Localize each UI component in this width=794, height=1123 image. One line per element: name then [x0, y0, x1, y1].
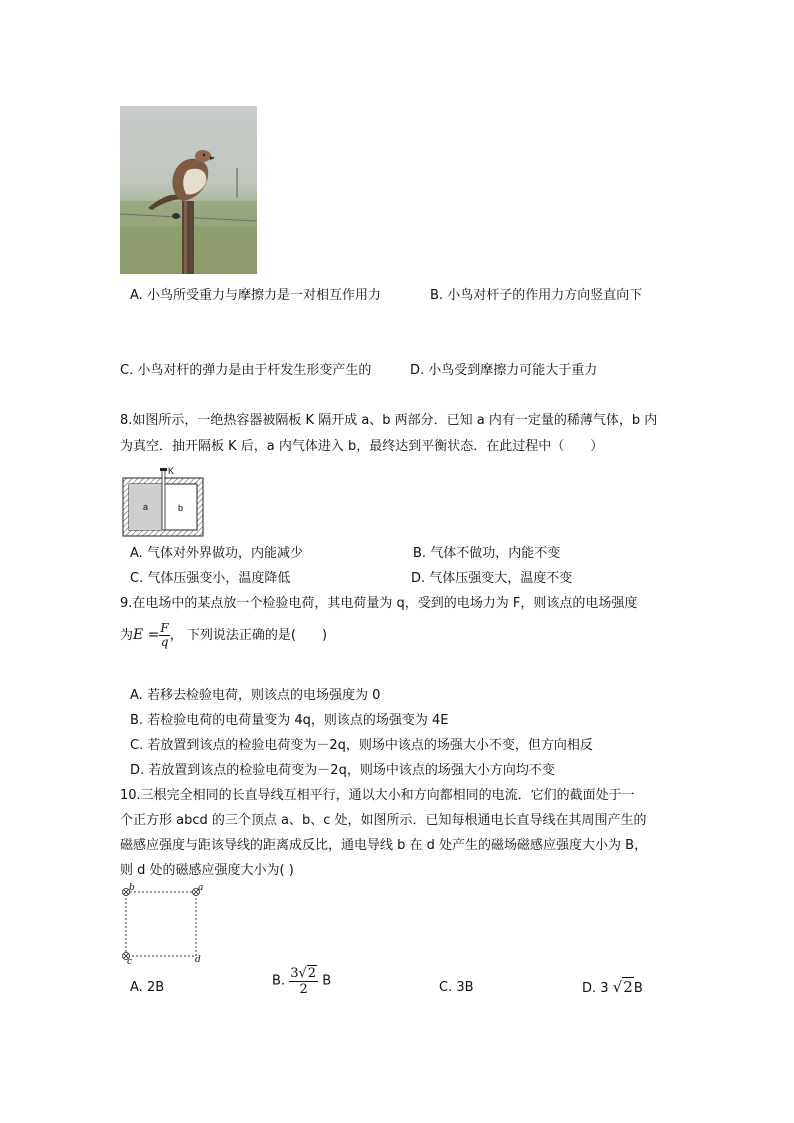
option-text: 若检验电荷的电荷量变为 4q，则该点的场强变为 4E — [147, 713, 449, 728]
option-letter: A. — [130, 980, 143, 995]
q9-suffix: ， 下列说法正确的是( ) — [169, 628, 328, 643]
option-text: 气体对外界做功，内能减少 — [146, 546, 303, 561]
option-unit: B — [322, 973, 332, 989]
option-letter: B. — [413, 546, 427, 561]
q8-container-figure — [118, 464, 208, 540]
option-text: 2B — [146, 980, 165, 995]
q9-option-d[interactable] — [130, 763, 555, 779]
q9-stem-line1: 9.在电场中的某点放一个检验电荷，其电荷量为 q，受到的电场力为 F，则该点的电场强度 — [120, 596, 638, 611]
formula-fraction — [159, 622, 169, 649]
option-text: 气体不做功，内能不变 — [430, 546, 561, 561]
q7-option-b[interactable] — [430, 288, 642, 304]
formula-lhs: E = — [133, 627, 160, 643]
q8-option-a[interactable] — [130, 546, 303, 562]
q10-stem-line1: 10.三根完全相同的长直导线互相平行，通以大小和方向都相同的电流．它们的截面处于一 — [120, 788, 635, 803]
q10-option-a[interactable] — [130, 980, 164, 996]
q10-stem-line4: 则 d 处的磁感应强度大小为( ) — [120, 863, 294, 878]
option-text: 气体压强变小，温度降低 — [147, 571, 291, 586]
option-letter: B. — [272, 973, 286, 989]
label-a: a — [143, 502, 149, 512]
q10-option-d[interactable] — [582, 978, 643, 997]
option-text: 气体压强变大，温度不变 — [429, 571, 573, 586]
option-letter: C. — [439, 980, 453, 995]
option-letter: D. — [582, 981, 597, 996]
label-b: b — [178, 503, 184, 513]
label-c: c — [127, 957, 133, 964]
q10-stem-line2: 个正方形 abcd 的三个顶点 a、b、c 处，如图所示．已知每根通电长直导线在其周围产生的 — [120, 813, 647, 828]
bird-photo-illustration — [120, 106, 257, 274]
q9-option-b[interactable] — [130, 713, 448, 729]
q8-option-b[interactable] — [413, 546, 560, 562]
option-letter: C. — [130, 571, 144, 586]
label-k: K — [168, 466, 175, 476]
option-letter: A. — [130, 546, 143, 561]
q9-option-a[interactable] — [130, 688, 380, 704]
option-text: 小鸟受到摩擦力可能大于重力 — [428, 363, 598, 378]
option-unit: B — [633, 981, 643, 996]
fraction-numerator: 3√2 — [290, 966, 317, 981]
q8-stem-line2: 为真空．抽开隔板 K 后，a 内气体进入 b，最终达到平衡状态．在此过程中（ ） — [120, 439, 604, 454]
option-text: 小鸟所受重力与摩擦力是一对相互作用力 — [146, 288, 381, 303]
bird-on-post-photo — [120, 106, 257, 274]
radicand: 2 — [307, 966, 317, 981]
q10-stem-line3: 磁感应强度与距该导线的距离成反比，通电导线 b 在 d 处产生的磁场磁感应强度大小为 B， — [120, 838, 648, 853]
option-text: 3B — [456, 980, 474, 995]
option-letter: C. — [130, 738, 144, 753]
option-text: 若移去检验电荷，则该点的电场强度为 0 — [146, 688, 381, 703]
formula-denominator: q — [160, 635, 169, 649]
option-letter: D. — [410, 363, 425, 378]
option-text: 若放置到该点的检验电荷变为－2q，则场中该点的场强大小方向均不变 — [148, 763, 555, 778]
option-coef: 3 — [600, 981, 609, 996]
sqrt-expression: √2 — [612, 978, 633, 996]
option-text: 小鸟对杆的弹力是由于杆发生形变产生的 — [137, 363, 372, 378]
radicand: 2 — [623, 978, 633, 996]
option-letter: A. — [130, 688, 143, 703]
q8-option-d[interactable] — [411, 571, 572, 587]
q8-option-c[interactable] — [130, 571, 290, 587]
q8-stem-line1: 8.如图所示，一绝热容器被隔板 K 隔开成 a、b 两部分．已知 a 内有一定量的稀薄气体，b 内 — [120, 413, 658, 428]
square-abcd-diagram — [118, 880, 208, 964]
fraction-denominator: 2 — [299, 982, 308, 997]
option-letter: B. — [130, 713, 144, 728]
numerator-coef: 3 — [290, 966, 299, 981]
option-letter: A. — [130, 288, 143, 303]
q10-option-c[interactable] — [439, 980, 474, 996]
option-letter: D. — [130, 763, 145, 778]
q9-option-c[interactable] — [130, 738, 593, 754]
q7-option-c[interactable] — [120, 363, 371, 379]
q9-stem-line2 — [120, 622, 327, 649]
option-text: 若放置到该点的检验电荷变为－2q，则场中该点的场强大小不变，但方向相反 — [147, 738, 593, 753]
option-letter: D. — [411, 571, 426, 586]
q10-option-b[interactable] — [272, 966, 331, 997]
option-letter: C. — [120, 363, 134, 378]
q7-option-d[interactable] — [410, 363, 597, 379]
label-a: a — [198, 883, 204, 893]
option-text: 小鸟对杆子的作用力方向竖直向下 — [447, 288, 643, 303]
formula-numerator: F — [160, 621, 169, 635]
insulated-container-diagram — [118, 464, 208, 540]
q10-square-figure — [118, 880, 208, 964]
label-b: b — [129, 883, 135, 893]
q9-prefix: 为 — [120, 628, 134, 643]
option-letter: B. — [430, 288, 444, 303]
option-fraction — [289, 966, 318, 997]
q7-option-a[interactable] — [130, 288, 381, 304]
label-d: d — [195, 955, 201, 964]
